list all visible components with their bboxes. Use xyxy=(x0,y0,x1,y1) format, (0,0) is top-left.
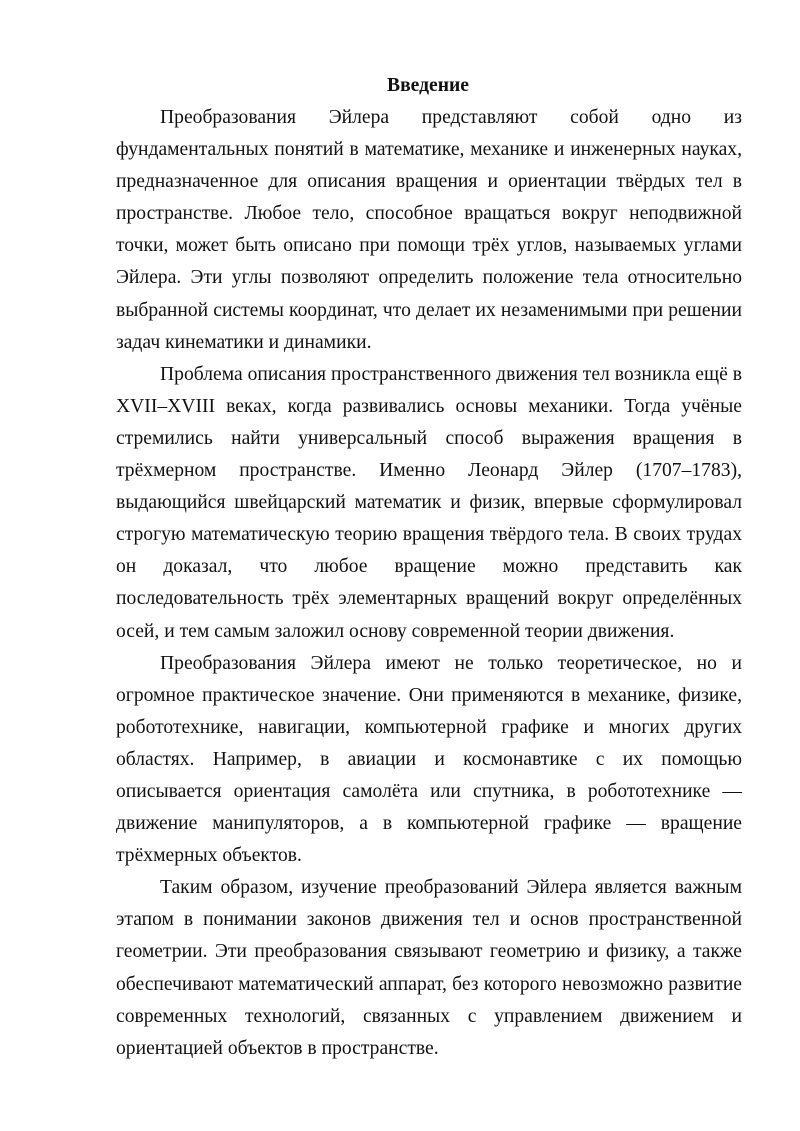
document-body xyxy=(116,102,742,1065)
paragraph: Проблема описания пространственного движения тел возникла ещё в XVII–XVIII веках, когда развивались основы механики. Тогда учёные стремились найти универсальный способ выражения вращения в трёхмерном пространстве. Именно Леонард Эйлер (1707–1783), выдающийся швейцарский математик и физик, впервые сформулировал строгую математическую теорию вращения твёрдого тела. В своих трудах он доказал, что любое вращение можно представить как последовательность трёх элементарных вращений вокруг определённых осей, и тем самым заложил основу современной теории движения. xyxy=(116,363,742,642)
paragraph: Преобразования Эйлера представляют собой одно из фундаментальных понятий в математике, механике и инженерных науках, предназначенное для описания вращения и ориентации твёрдых тел в пространстве. Любое тело, способное вращаться вокруг неподвижной точки, может быть описано при помощи трёх углов, называемых углами Эйлера. Эти углы позволяют определить положение тела относительно выбранной системы координат, что делает их незаменимыми при решении задач кинематики и динамики. xyxy=(116,107,742,353)
paragraph: Таким образом, изучение преобразований Эйлера является важным этапом в понимании законов движения тел и основ пространственной геометрии. Эти преобразования связывают геометрию и физику, а также обеспечивают математический аппарат, без которого невозможно развитие современных технологий, связанных с управлением движением и ориентацией объектов в пространстве. xyxy=(116,877,742,1059)
page-title: Введение xyxy=(387,75,469,96)
paragraph: Преобразования Эйлера имеют не только теоретическое, но и огромное практическое значение. Они применяются в механике, физике, робототехнике, навигации, компьютерной графике и многих других областях. Например, в авиации и космонавтике с их помощью описывается ориентация самолёта или спутника, в робототехнике — движение манипуляторов, а в компьютерной графике — вращение трёхмерных объектов. xyxy=(116,652,742,867)
